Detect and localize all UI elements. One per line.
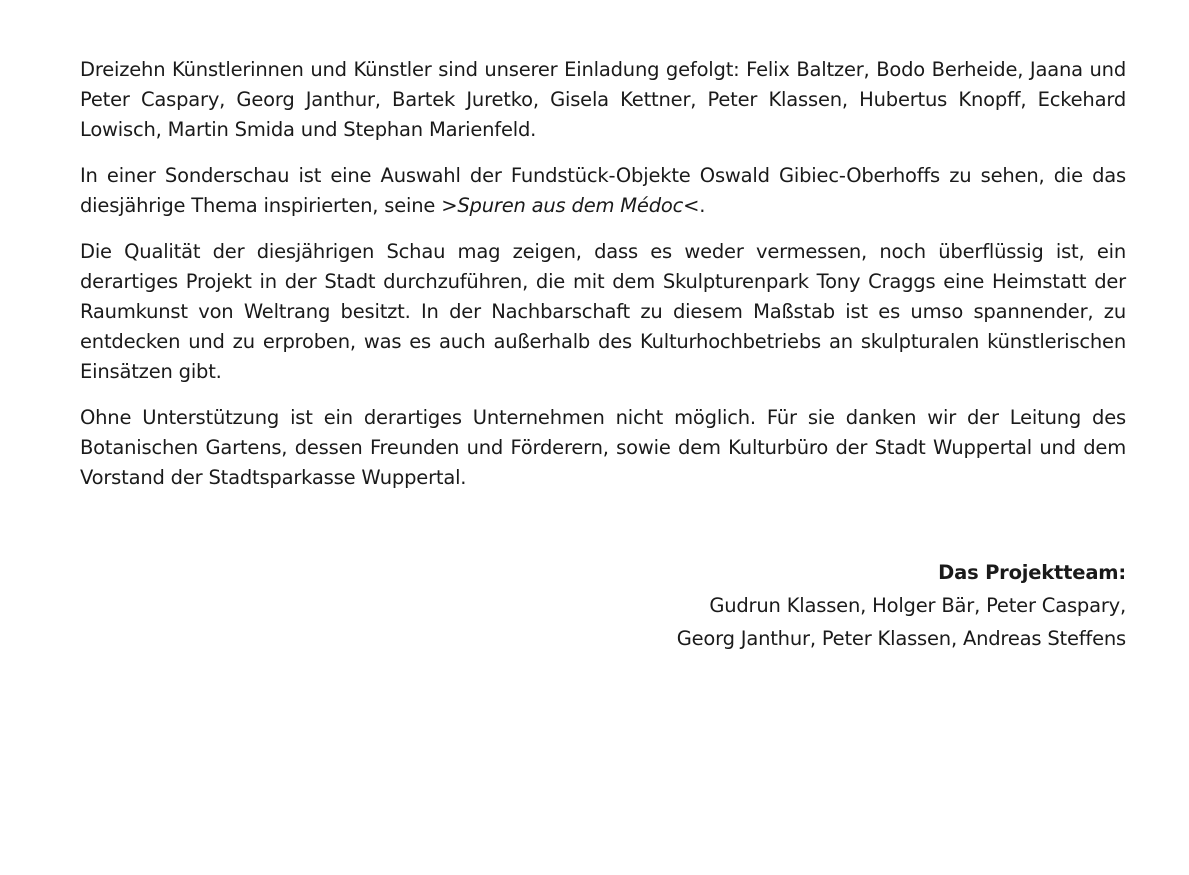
signature-names-line-1: Gudrun Klassen, Holger Bär, Peter Caspary,	[709, 594, 1126, 617]
signature-names-line-2: Georg Janthur, Peter Klassen, Andreas Steffens	[676, 627, 1126, 650]
exhibition-title: Spuren aus dem Médoc	[457, 194, 684, 217]
paragraph-special-exhibition-text: In einer Sonderschau ist eine Auswahl der Fundstück-Objekte Oswald Gibiec-Oberhoffs zu sehen, die das diesjährige Thema inspirierten, seine >	[80, 164, 1126, 217]
signature-title: Das Projektteam:	[938, 561, 1126, 584]
paragraph-thanks: Ohne Unterstützung ist ein derartiges Unternehmen nicht möglich. Für sie danken wir der Leitung des Botanischen Gartens, dessen Freunden und Förderern, sowie dem Kulturbüro der Stadt Wuppertal und dem Vorstand der Stadtsparkasse Wuppertal.	[80, 406, 1126, 489]
signature-block	[677, 556, 1126, 655]
paragraph-quality: Die Qualität der diesjährigen Schau mag zeigen, dass es weder vermessen, noch überflüssig ist, ein derartiges Projekt in der Stadt durchzuführen, die mit dem Skulpturenpark Tony Craggs eine Heimstatt der Raumkunst von Weltrang besitzt. In der Nachbarschaft zu diesem Maßstab ist es umso spannender, zu entdecken und zu erproben, was es auch außerhalb des Kulturhochbetriebs an skulpturalen künstlerischen Einsätzen gibt.	[80, 240, 1126, 383]
paragraph-special-exhibition-end: <.	[683, 194, 706, 217]
document-body	[80, 55, 1126, 509]
paragraph-artists: Dreizehn Künstlerinnen und Künstler sind unserer Einladung gefolgt: Felix Baltzer, Bodo Berheide, Jaana und Peter Caspary, Georg Janthur, Bartek Juretko, Gisela Kettner, Peter Klassen, Hubertus Knopff, Eckehard Lowisch, Martin Smida und Stephan Marienfeld.	[80, 58, 1126, 141]
paragraph-special-exhibition	[80, 161, 1126, 221]
